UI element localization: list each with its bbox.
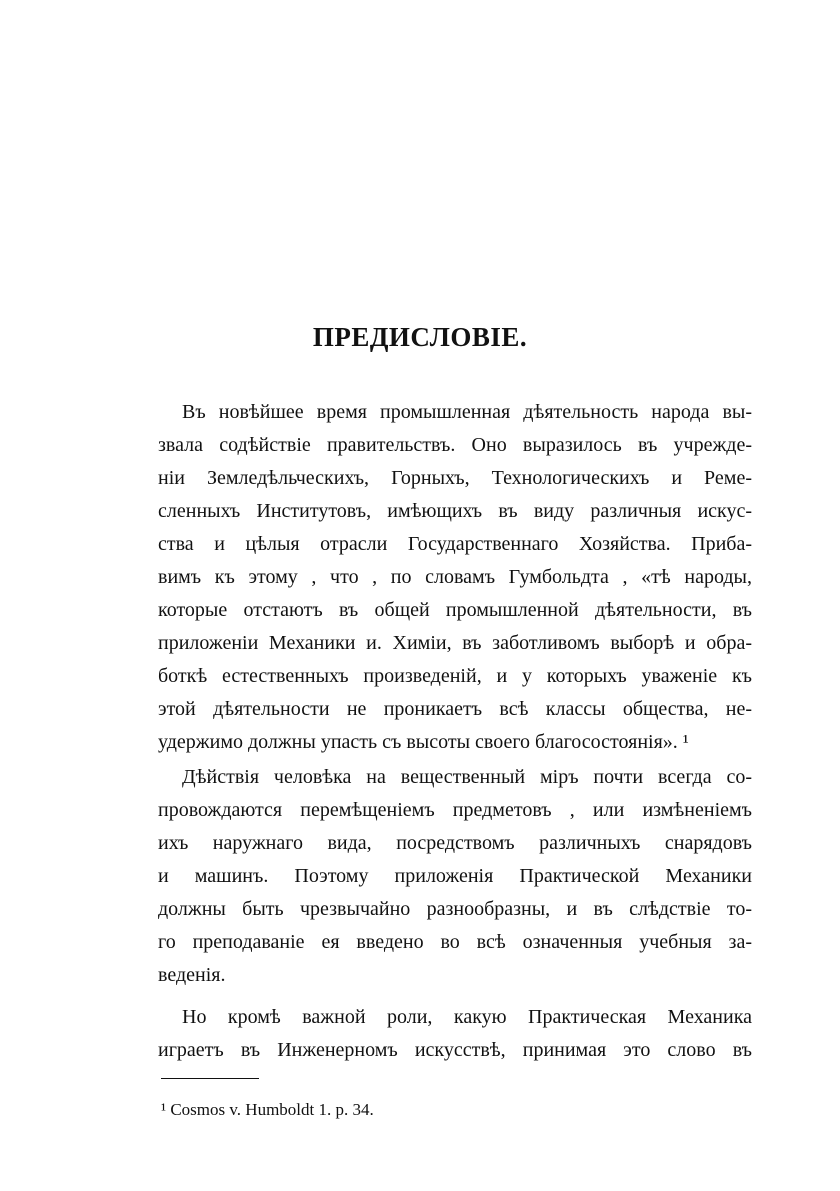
text-line: Дѣйствія человѣка на вещественный міръ почти всегда со- (182, 766, 752, 788)
footnote-divider (161, 1078, 259, 1079)
text-line: ства и цѣлыя отрасли Государственнаго Хозяйства. Прибa- (158, 533, 752, 555)
text-line: ихъ наружнаго вида, посредствомъ различныхъ снарядовъ (158, 832, 752, 854)
text-line: ніи Земледѣльческихъ, Горныхъ, Технологическихъ и Ремe- (158, 467, 752, 489)
text-line: которые отстаютъ въ общей промышленной дѣятельности, въ (158, 599, 752, 621)
text-line: Въ новѣйшее время промышленная дѣятельность народа вы- (182, 401, 752, 423)
text-line: играетъ въ Инженерномъ искусствѣ, принимая это слово въ (158, 1039, 752, 1061)
text-line: приложеніи Механики и. Химіи, въ заботливомъ выборѣ и обра- (158, 632, 752, 654)
text-line: веденія. (158, 964, 226, 986)
text-line: этой дѣятельности не проникаетъ всѣ классы общества, не- (158, 698, 752, 720)
footnote: ¹ Cosmos v. Humboldt 1. p. 34. (161, 1100, 374, 1119)
text-line: провождаются перемѣщеніемъ предметовъ , или измѣненіемъ (158, 799, 752, 821)
page-title: ПРЕДИСЛОВІЕ. (312, 322, 528, 352)
text-line: должны быть чрезвычайно разнообразны, и въ слѣдствіе то- (158, 898, 752, 920)
paragraph-3 (158, 1001, 752, 1067)
text-line: сленныхъ Институтовъ, имѣющихъ въ виду различныя искус- (158, 500, 752, 522)
text-line: и машинъ. Поэтому приложенія Практической Механики (158, 865, 752, 887)
text-line: боткѣ естественныхъ произведеній, и у которыхъ уваженіе къ (158, 665, 752, 687)
text-line: Но кромѣ важной роли, какую Практическая Механика (182, 1006, 752, 1028)
paragraph-2 (158, 761, 752, 992)
text-line: вимъ къ этому , что , по словамъ Гумбольдта , «тѣ народы, (158, 566, 752, 588)
text-line: звала содѣйствіе правительствъ. Оно выразилось въ учрежде- (158, 434, 752, 456)
text-line: удержимо должны упасть съ высоты своего благосостоянія». ¹ (158, 731, 689, 753)
paragraph-1 (158, 396, 752, 759)
text-line: го преподаваніе ея введено во всѣ означенныя учебныя за- (158, 931, 752, 953)
